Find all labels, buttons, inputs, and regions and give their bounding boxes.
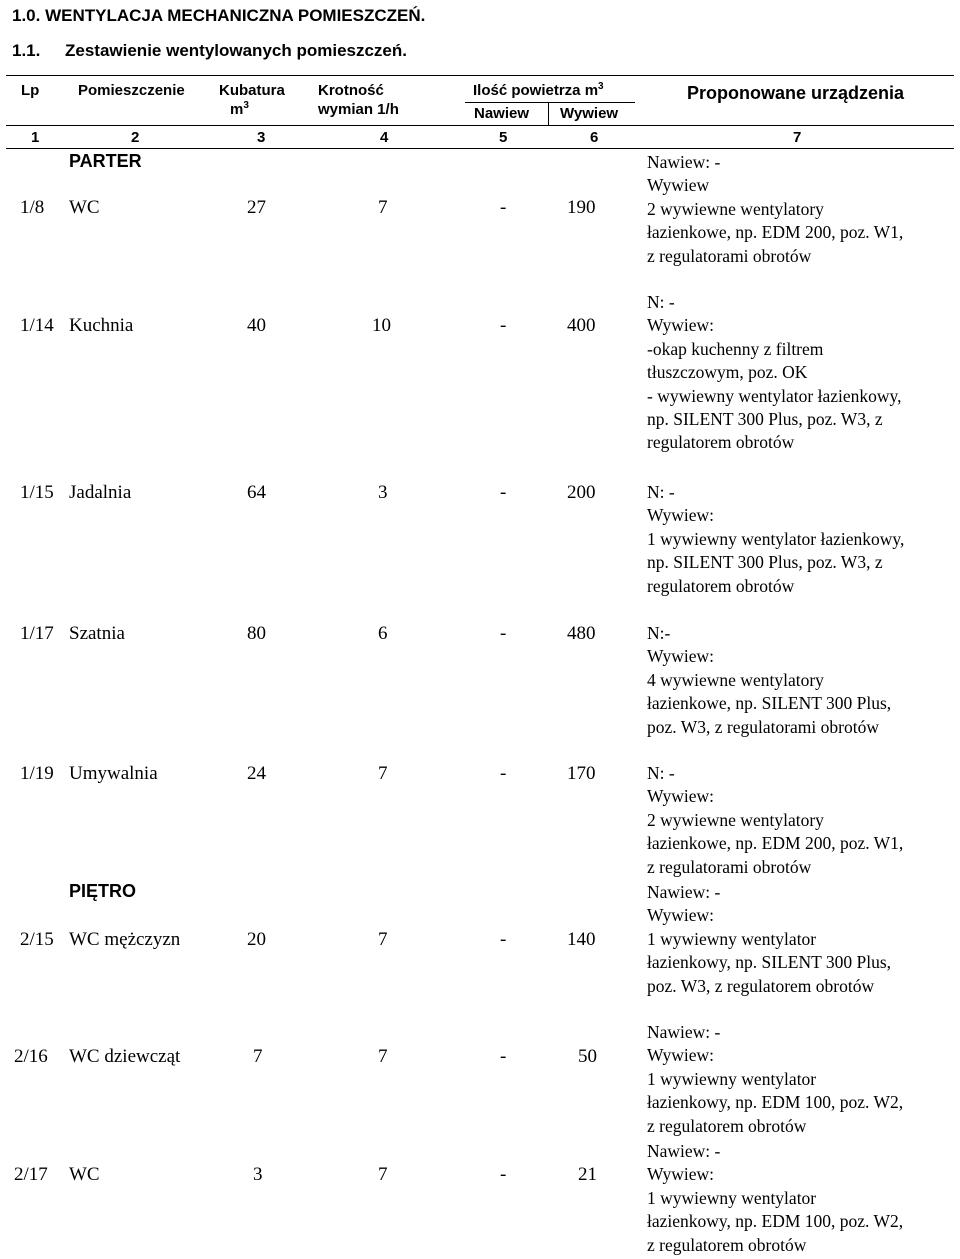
row-lp: 1/15 [20,482,54,503]
row-supply: - [500,197,507,218]
column-number: 2 [131,129,140,146]
column-number: 1 [31,129,40,146]
section-label-ground: PARTER [69,151,142,171]
row-exchange: 7 [378,929,388,950]
row-lp: 1/8 [20,197,45,218]
column-number: 7 [793,129,802,146]
row-devices: Nawiew: - Wywiew: 1 wywiewny wentylator łazienkowy, np. SILENT 300 Plus, poz. W3, z regulatorem obrotów [647,882,892,996]
column-number: 6 [590,129,599,146]
row-room: Umywalnia [69,763,158,784]
row-exhaust: 50 [578,1046,597,1067]
section-title: Zestawienie wentylowanych pomieszczeń. [65,41,407,60]
row-exchange: 7 [378,1046,388,1067]
section-label-floor: PIĘTRO [69,881,137,901]
row-devices: N: - Wywiew: 1 wywiewny wentylator łazienkowy, np. SILENT 300 Plus, poz. W3, z regulatorem obrotów [647,482,905,596]
header-volume-unit: $m^3$ [230,100,249,118]
column-number: 4 [380,129,389,146]
row-exhaust: 21 [578,1164,597,1185]
row-exhaust: 190 [567,197,596,218]
row-lp: 2/15 [20,929,54,950]
air-subheader-line [465,102,635,103]
row-volume: 24 [247,763,266,784]
row-supply: - [500,482,507,503]
row-exchange: 3 [378,482,388,503]
row-exhaust: 140 [567,929,596,950]
row-exchange: 6 [378,623,388,644]
document-heading: 1.0. WENTYLACJA MECHANICZNA POMIESZCZEŃ. [12,6,426,25]
row-supply: - [500,623,507,644]
header-exchange: Krotność [318,82,384,99]
row-room: Szatnia [69,623,125,644]
row-lp: 1/19 [20,763,54,784]
row-exhaust: 200 [567,482,596,503]
header-exchange-unit: wymian 1/h [318,101,399,118]
row-supply: - [500,763,507,784]
row-devices: N: - Wywiew: -okap kuchenny z filtrem tłuszczowym, poz. OK - wywiewny wentylator łazienkowy, np. SILENT 300 Plus, poz. W3, z regulatorem obrotów [647,292,902,453]
header-room: Pomieszczenie [78,82,185,99]
column-number: 5 [499,129,508,146]
row-volume: 3 [253,1164,263,1185]
row-exchange: 10 [372,315,391,336]
row-lp: 2/17 [14,1164,48,1185]
row-volume: 80 [247,623,266,644]
section-number: 1.1. [12,41,41,60]
header-air-volume: Ilość powietrza $m^3$ [473,81,604,99]
row-supply: - [500,315,507,336]
row-supply: - [500,929,507,950]
header-lp: Lp [21,82,40,99]
row-volume: 40 [247,315,266,336]
row-devices: N:- Wywiew: 4 wywiewne wentylatory łazienkowe, np. SILENT 300 Plus, poz. W3, z regulatorami obrotów [647,623,892,737]
row-exchange: 7 [378,763,388,784]
row-exhaust: 170 [567,763,596,784]
row-room: WC mężczyzn [69,929,181,950]
row-exhaust: 400 [567,315,596,336]
row-lp: 1/17 [20,623,54,644]
row-lp: 2/16 [14,1046,48,1067]
row-room: WC dziewcząt [69,1046,181,1067]
row-devices: Nawiew: - Wywiew: 1 wywiewny wentylator łazienkowy, np. EDM 100, poz. W2, z regulatorem obrotów [647,1022,904,1136]
row-volume: 27 [247,197,266,218]
header-exhaust: Wywiew [560,105,619,122]
row-supply: - [500,1164,507,1185]
row-devices: N: - Wywiew: 2 wywiewne wentylatory łazienkowe, np. EDM 200, poz. W1, z regulatorami obrotów [647,763,904,877]
row-volume: 64 [247,482,266,503]
table-top-border [6,75,954,76]
header-supply: Nawiew [474,105,530,122]
row-supply: - [500,1046,507,1067]
air-column-divider [548,102,549,126]
row-volume: 20 [247,929,266,950]
row-devices: Nawiew: - Wywiew: 1 wywiewny wentylator łazienkowy, np. EDM 100, poz. W2, z regulatorem obrotów [647,1141,904,1255]
row-devices: Nawiew: - Wywiew 2 wywiewne wentylatory łazienkowe, np. EDM 200, poz. W1, z regulatorami obrotów [647,152,904,266]
row-room: Jadalnia [69,482,132,503]
row-exhaust: 480 [567,623,596,644]
header-devices: Proponowane urządzenia [687,83,905,103]
row-room: Kuchnia [69,315,134,336]
row-exchange: 7 [378,197,388,218]
row-exchange: 7 [378,1164,388,1185]
column-numbers-bottom-border [6,148,954,149]
row-volume: 7 [253,1046,263,1067]
header-bottom-border [6,125,954,126]
row-lp: 1/14 [20,315,54,336]
row-room: WC [69,1164,100,1185]
header-volume: Kubatura [219,82,285,99]
row-room: WC [69,197,100,218]
column-number: 3 [257,129,266,146]
